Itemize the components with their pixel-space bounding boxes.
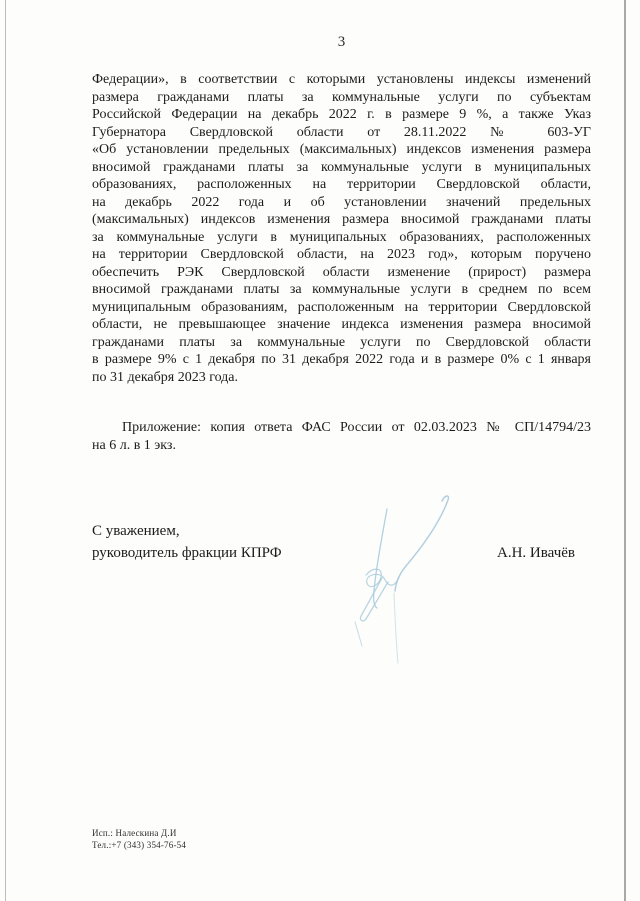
body-line: образованиях, расположенных на территории Свердловской области, (92, 177, 591, 192)
signature-block (92, 520, 591, 570)
body-line: в размере 9% с 1 декабря по 31 декабря 2022 года и в размере 0% с 1 января (92, 352, 591, 367)
body-line: гражданами платы за коммунальные услуги по Свердловской области (92, 334, 591, 350)
executor-phone: Тел.:+7 (343) 354-76-54 (92, 840, 187, 850)
body-line: обеспечить РЭК Свердловской области изменение (прирост) размера (92, 264, 591, 280)
sender-title: руководитель фракции КПРФ (92, 545, 282, 561)
scan-edge-right (624, 0, 626, 901)
attachment-line-1: Приложение: копия ответа ФАС России от 02.03.2023 № СП/14794/23 (122, 420, 591, 435)
body-line: муниципальным образованиям, расположенным на территории Свердловской (92, 299, 591, 315)
attachment-note (92, 419, 591, 455)
body-line: вносимой гражданами платы за коммунальные услуги в муниципальных (92, 159, 591, 175)
body-line: (максимальных) индексов изменения размера вносимой гражданами платы (92, 212, 591, 227)
page-number: 3 (337, 34, 346, 50)
executor-name: Исп.: Налескина Д.И (92, 828, 177, 838)
attachment-line-2: на 6 л. в 1 экз. (92, 438, 176, 453)
signer-name: А.Н. Ивачёв (497, 545, 575, 561)
body-paragraph (92, 71, 591, 386)
body-line: на территории Свердловской области, на 2023 год», которым поручено (92, 247, 591, 262)
body-line: на декабрь 2022 года и об установлении значений предельных (92, 194, 591, 210)
body-line: области, не превышающее значение индекса изменения размера вносимой (92, 317, 591, 332)
body-line: размера гражданами платы за коммунальные услуги по субъектам (92, 89, 591, 105)
body-line: Российской Федерации на декабрь 2022 г. в размере 9 %, а также Указ (92, 107, 591, 122)
body-line: по 31 декабря 2023 года. (92, 369, 239, 385)
body-line: «Об установлении предельных (максимальных) индексов изменения размера (92, 142, 591, 157)
scan-edge-left (5, 0, 6, 901)
body-line: Федерации», в соответствии с которыми установлены индексы изменений (92, 72, 591, 87)
body-line: вносимой гражданами платы за коммунальные услуги в среднем по всем (92, 282, 591, 297)
closing-line: С уважением, (92, 523, 180, 539)
body-line: за коммунальные услуги в муниципальных образованиях, расположенных (92, 229, 591, 245)
body-line: Губернатора Свердловской области от 28.11.2022 № 603-УГ (92, 124, 591, 140)
executor-footer (92, 827, 591, 851)
